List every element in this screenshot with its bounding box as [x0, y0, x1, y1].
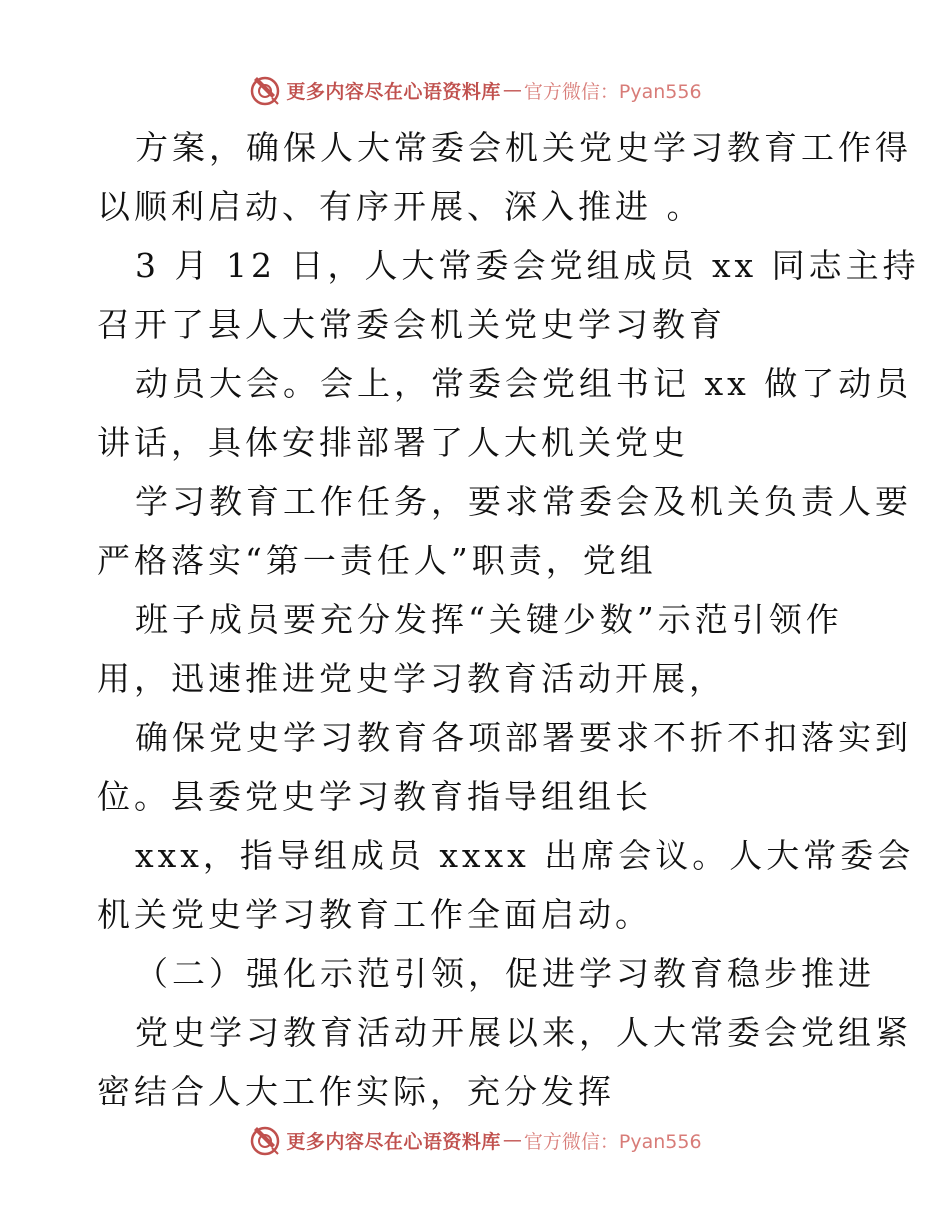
text-line: 机关党史学习教育工作全面启动。	[97, 895, 652, 934]
text-line: 3 月 12 日，人大常委会党组成员 xx 同志主持	[135, 246, 920, 285]
text-line: （二）强化示范引领，促进学习教育稳步推进	[135, 954, 875, 993]
header-banner	[0, 70, 950, 110]
banner-separator: —	[502, 79, 522, 101]
document-body	[97, 118, 920, 1121]
logo-icon	[248, 1123, 282, 1157]
banner-title: 更多内容尽在心语资料库	[286, 1130, 501, 1153]
text-line: 讲话，具体安排部署了人大机关党史	[97, 423, 689, 462]
text-line: 以顺利启动、有序开展、深入推进 。	[97, 187, 704, 226]
text-line: 党史学习教育活动开展以来，人大常委会党组紧	[135, 1013, 912, 1052]
banner-title: 更多内容尽在心语资料库	[286, 80, 501, 103]
footer-banner	[0, 1120, 950, 1160]
logo-icon	[248, 73, 282, 107]
text-line: 学习教育工作任务，要求常委会及机关负责人要	[135, 482, 912, 521]
banner-wechat: 官方微信：Pyan556	[523, 1130, 702, 1153]
text-line: 方案，确保人大常委会机关党史学习教育工作得	[135, 128, 912, 167]
text-line: 召开了县人大常委会机关党史学习教育	[97, 305, 726, 344]
text-line: 严格落实“第一责任人”职责，党组	[97, 541, 657, 580]
text-line: 班子成员要充分发挥“关键少数”示范引领作	[135, 600, 843, 639]
text-line: 确保党史学习教育各项部署要求不折不扣落实到	[135, 718, 912, 757]
text-line: 用，迅速推进党史学习教育活动开展，	[97, 659, 726, 698]
text-line: 动员大会。会上，常委会党组书记 xx 做了动员	[135, 364, 913, 403]
banner-separator: —	[502, 1129, 522, 1151]
text-line: 密结合人大工作实际，充分发挥	[97, 1072, 615, 1111]
text-line: 位。县委党史学习教育指导组组长	[97, 777, 652, 816]
banner-wechat: 官方微信：Pyan556	[523, 80, 702, 103]
text-line: xxx，指导组成员 xxxx 出席会议。人大常委会	[135, 836, 915, 875]
